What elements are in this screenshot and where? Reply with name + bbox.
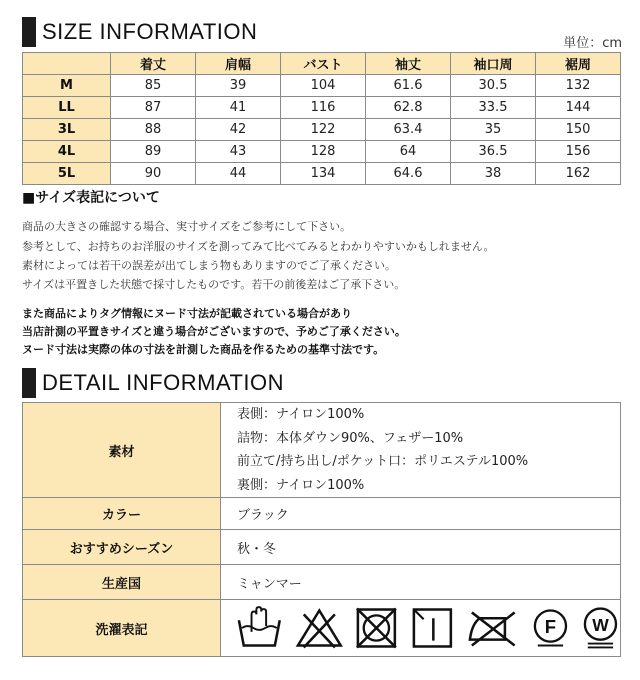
size-information-heading: [22, 16, 257, 48]
table-cell: 61.6: [366, 75, 451, 97]
table-cell: 30.5: [451, 75, 536, 97]
bold-note-line: また商品によりタグ情報にヌード寸法が記載されている場合があり: [22, 307, 352, 320]
table-cell: 90: [111, 163, 196, 185]
no-tumble-dry-icon: [354, 606, 399, 650]
table-row: [23, 75, 621, 97]
table-cell: 63.4: [366, 119, 451, 141]
note-line: サイズは平置きした状態で採寸したものです。若干の前後差はご了承下さい。: [22, 278, 406, 291]
header-bust: バスト: [281, 53, 366, 75]
heading-bar: [22, 368, 36, 398]
header-length: 着丈: [111, 53, 196, 75]
note-line: 商品の大きさの確認する場合、実寸サイズをご参考にして下さい。: [22, 220, 352, 233]
material-label: 素材: [23, 403, 221, 498]
detail-row-care: [23, 600, 621, 657]
size-label: 5L: [23, 163, 111, 185]
season-value: 秋・冬: [221, 530, 621, 565]
detail-row-material: [23, 403, 621, 498]
material-line: 裏側：ナイロン100%: [237, 477, 365, 493]
table-cell: 41: [196, 97, 281, 119]
wet-clean-w-icon: [581, 606, 620, 650]
color-label: カラー: [23, 498, 221, 530]
table-cell: 35: [451, 119, 536, 141]
header-cuff: 袖口周: [451, 53, 536, 75]
table-row: [23, 163, 621, 185]
material-line: 前立て/持ち出し/ポケット口：ポリエステル100%: [237, 454, 529, 469]
table-row: [23, 119, 621, 141]
table-cell: 64.6: [366, 163, 451, 185]
size-label: 3L: [23, 119, 111, 141]
size-information-title: SIZE INFORMATION: [42, 19, 258, 44]
table-cell: 89: [111, 141, 196, 163]
table-cell: 38: [451, 163, 536, 185]
header-sleeve: 袖丈: [366, 53, 451, 75]
dry-clean-letter: F: [544, 615, 557, 637]
material-value: [221, 403, 621, 498]
material-line: 詰物：本体ダウン90%、フェザー10%: [237, 430, 464, 446]
table-cell: 64: [366, 141, 451, 163]
note-line: 素材によっては若干の誤差が出てしまう物もありますのでご了承ください。: [22, 259, 396, 272]
table-cell: 156: [536, 141, 621, 163]
table-cell: 128: [281, 141, 366, 163]
care-label: 洗濯表記: [23, 600, 221, 657]
dry-clean-f-icon: [531, 606, 570, 650]
low-iron-icon: [466, 606, 520, 650]
size-table-corner: [23, 53, 111, 75]
detail-table: [22, 402, 621, 657]
size-notation-title: ■サイズ表記について: [22, 190, 160, 206]
table-cell: 87: [111, 97, 196, 119]
table-cell: 134: [281, 163, 366, 185]
table-cell: 36.5: [451, 141, 536, 163]
header-hem: 裾周: [536, 53, 621, 75]
table-cell: 116: [281, 97, 366, 119]
wet-clean-letter: W: [592, 614, 609, 635]
table-cell: 33.5: [451, 97, 536, 119]
season-label: おすすめシーズン: [23, 530, 221, 565]
table-row: [23, 97, 621, 119]
bold-note-line: 当店計測の平置きサイズと違う場合がございますので、予めご了承ください。: [22, 325, 406, 338]
table-cell: 62.8: [366, 97, 451, 119]
care-symbols: [221, 600, 621, 657]
size-label: 4L: [23, 141, 111, 163]
table-cell: 88: [111, 119, 196, 141]
no-bleach-icon: [295, 606, 344, 650]
detail-row-origin: [23, 565, 621, 600]
table-cell: 44: [196, 163, 281, 185]
table-cell: 39: [196, 75, 281, 97]
detail-row-color: [23, 498, 621, 530]
table-cell: 162: [536, 163, 621, 185]
table-cell: 43: [196, 141, 281, 163]
table-cell: 85: [111, 75, 196, 97]
line-dry-shade-icon: [410, 606, 455, 650]
table-cell: 132: [536, 75, 621, 97]
origin-value: ミャンマー: [221, 565, 621, 600]
detail-information-heading: [22, 367, 284, 399]
header-shoulder: 肩幅: [196, 53, 281, 75]
hand-wash-icon: [235, 606, 284, 650]
material-line: 表側：ナイロン100%: [237, 407, 365, 422]
heading-bar: [22, 17, 36, 47]
table-cell: 42: [196, 119, 281, 141]
table-row: [23, 141, 621, 163]
detail-row-season: [23, 530, 621, 565]
table-cell: 144: [536, 97, 621, 119]
origin-label: 生産国: [23, 565, 221, 600]
unit-label: 単位：cm: [563, 36, 622, 51]
detail-information-title: DETAIL INFORMATION: [42, 370, 285, 395]
size-table-header-row: [23, 53, 621, 75]
size-label: M: [23, 75, 111, 97]
table-cell: 104: [281, 75, 366, 97]
table-cell: 122: [281, 119, 366, 141]
note-line: 参考として、お持ちのお洋服のサイズを測ってみて比べてみるとわかりやすいかもしれません。: [22, 240, 495, 253]
table-cell: 150: [536, 119, 621, 141]
bold-note-line: ヌード寸法は実際の体の寸法を計測した商品を作るための基準寸法です。: [22, 343, 385, 356]
size-table: [22, 52, 621, 185]
color-value: ブラック: [221, 498, 621, 530]
size-label: LL: [23, 97, 111, 119]
